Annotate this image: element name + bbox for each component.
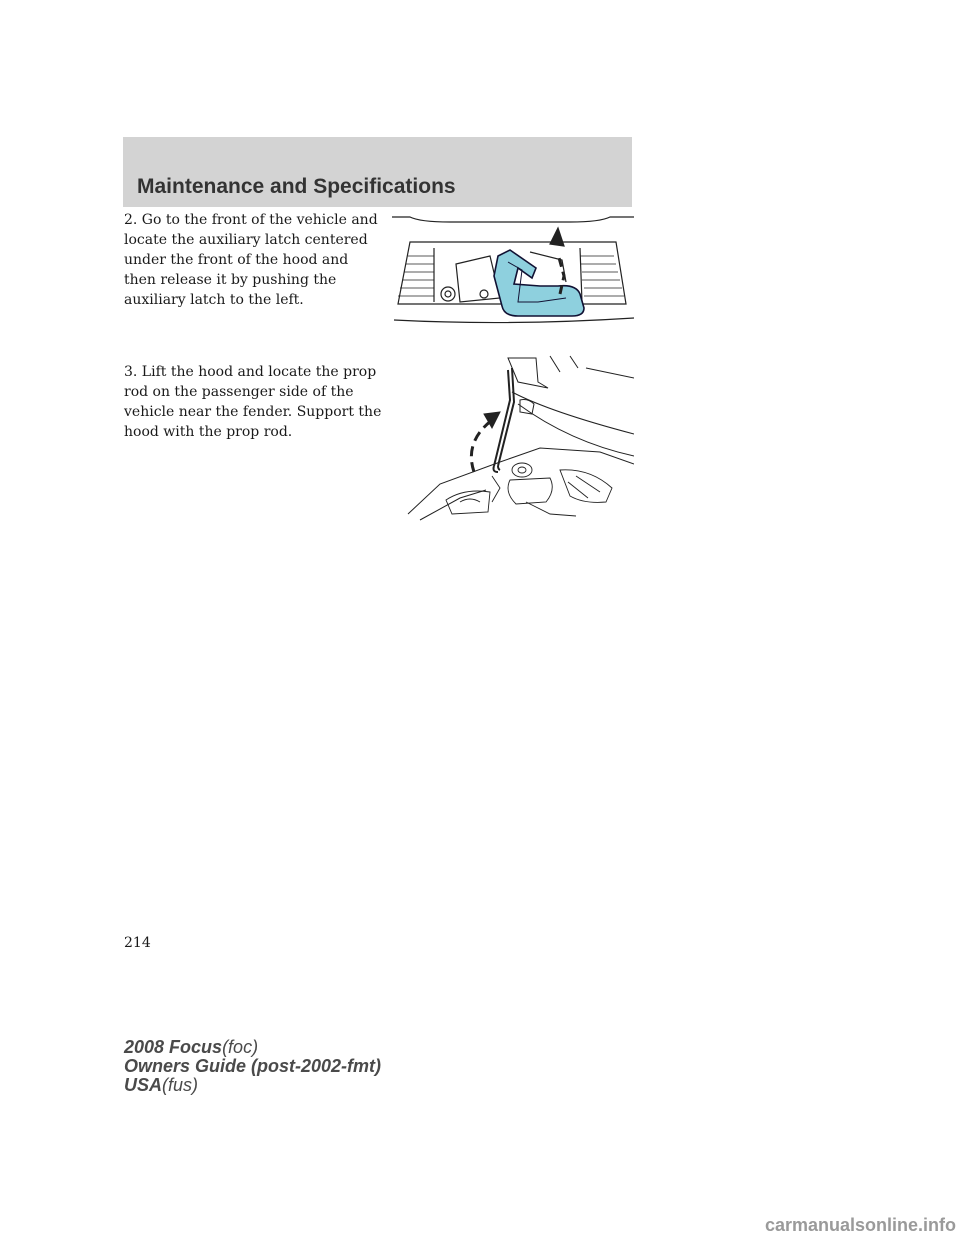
- footer-line-3: [124, 1076, 381, 1095]
- footer-line-1: [124, 1038, 381, 1057]
- watermark: carmanualsonline.info: [764, 1215, 956, 1235]
- step-2-text: [124, 210, 386, 310]
- step-line: 3. Lift the hood and locate the prop: [124, 364, 377, 380]
- footer-model: 2008 Focus: [124, 1037, 223, 1057]
- step-line: auxiliary latch to the left.: [124, 292, 304, 308]
- step-line: then release it by pushing the: [124, 272, 337, 288]
- document-footer: [124, 1038, 381, 1095]
- footer-guide: Owners Guide (post-2002-fmt): [124, 1056, 382, 1076]
- footer-line-2: [124, 1057, 381, 1076]
- step-3-text: [124, 362, 386, 442]
- step-line: 2. Go to the front of the vehicle and: [124, 212, 378, 228]
- footer-market: USA: [124, 1075, 163, 1095]
- prop-rod-illustration: [400, 352, 634, 524]
- latch-highlight: [494, 250, 584, 316]
- step-line: hood with the prop rod.: [124, 424, 293, 440]
- auxiliary-latch-illustration: [390, 212, 634, 330]
- step-line: vehicle near the fender. Support the: [124, 404, 382, 420]
- section-title: Maintenance and Specifications: [137, 175, 456, 198]
- step-line: under the front of the hood and: [124, 252, 349, 268]
- step-line: rod on the passenger side of the: [124, 384, 354, 400]
- footer-model-code: (foc): [222, 1037, 259, 1057]
- page-number: 214: [124, 935, 151, 951]
- footer-market-code: (fus): [162, 1075, 199, 1095]
- step-line: locate the auxiliary latch centered: [124, 232, 368, 248]
